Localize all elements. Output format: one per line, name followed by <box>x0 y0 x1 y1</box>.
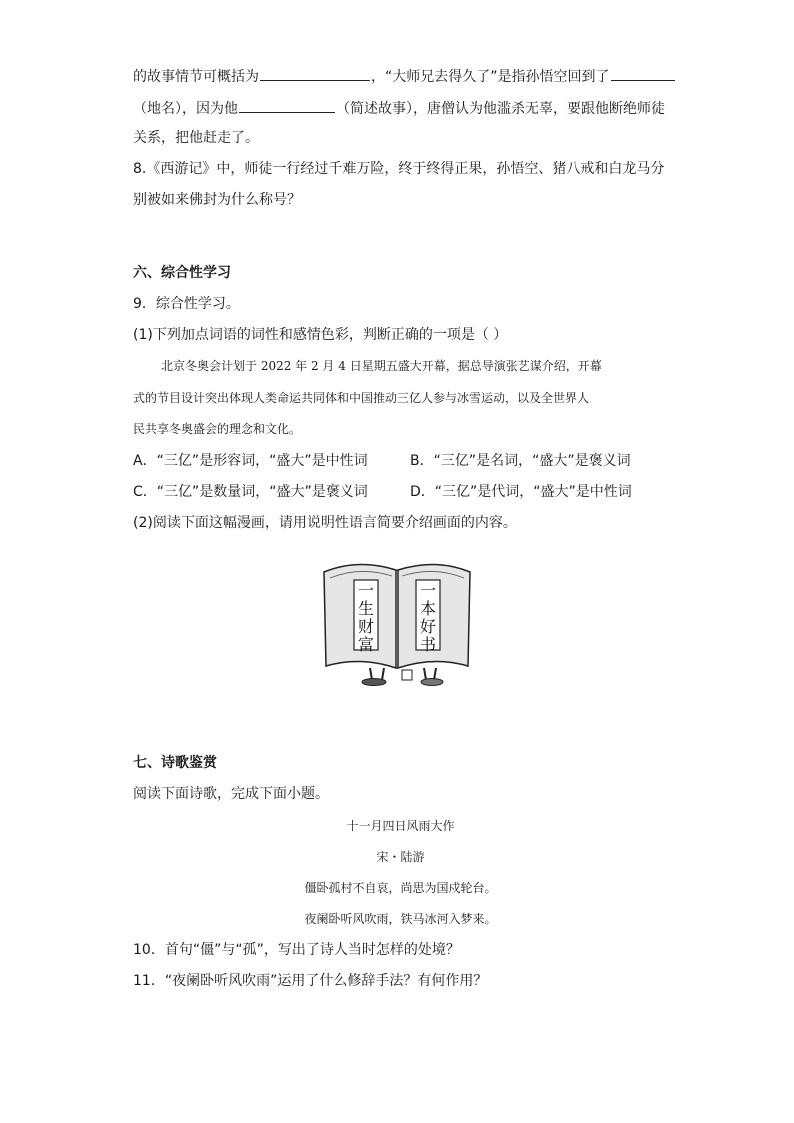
poem-line-2: 夜阑卧听风吹雨，铁马冰河入梦来。 <box>304 912 497 926</box>
comic-left-label: 一生财富 <box>357 581 374 654</box>
section-7-heading: 七、诗歌鉴赏 <box>133 755 217 771</box>
q10: 10．首句“僵”与“孤”，写出了诗人当时怎样的处境？ <box>133 942 460 958</box>
passage-line-1: 北京冬奥会计划于 2022 年 2 月 4 日星期五盛大开幕，据总导演张艺谋介绍，开幕 <box>161 359 602 373</box>
poem-line-1: 僵卧孤村不自哀，尚思为国戍轮台。 <box>304 881 497 895</box>
option-a[interactable]: A．“三亿”是形容词，“盛大”是中性词 <box>133 453 368 469</box>
poem-author: 宋・陆游 <box>376 850 425 864</box>
answer-blank-place[interactable] <box>611 66 675 81</box>
q7-text-1a: 的故事情节可概括为 <box>133 69 259 85</box>
q7-line-1 <box>133 66 676 87</box>
q7-line-3: 关系，把他赶走了。 <box>133 130 259 146</box>
q9-2-stem: (2)阅读下面这幅漫画，请用说明性语言简要介绍画面的内容。 <box>133 515 517 531</box>
passage-line-2: 式的节目设计突出体现人类命运共同体和中国推动三亿人参与冰雪运动，以及全世界人 <box>133 391 590 405</box>
q9-1-stem: (1)下列加点词语的词性和感情色彩，判断正确的一项是（ ） <box>133 327 508 343</box>
option-d[interactable]: D．“三亿”是代词，“盛大”是中性词 <box>410 484 632 500</box>
passage-line-3: 民共享冬奥盛会的理念和文化。 <box>133 422 302 436</box>
option-b[interactable]: B．“三亿”是名词，“盛大”是褒义词 <box>410 453 631 469</box>
option-c[interactable]: C．“三亿”是数量词，“盛大”是褒义词 <box>133 484 368 500</box>
q8-line-2: 别被如来佛封为什么称号？ <box>133 192 301 208</box>
answer-blank-plot[interactable] <box>260 66 370 81</box>
answer-blank-story[interactable] <box>239 98 335 113</box>
section-6-heading: 六、综合性学习 <box>133 265 231 281</box>
q7-text-2a: （地名），因为他 <box>133 101 238 117</box>
q7-text-1b: ，“大师兄去得久了”是指孙悟空回到了 <box>371 69 610 85</box>
q7-text-2b: （简述故事），唐僧认为他滥杀无辜，要跟他断绝师徒 <box>336 101 665 117</box>
poem-title: 十一月四日风雨大作 <box>346 819 455 833</box>
q11: 11．“夜阑卧听风吹雨”运用了什么修辞手法？有何作用？ <box>133 973 488 989</box>
section-7-intro: 阅读下面诗歌，完成下面小题。 <box>133 786 329 802</box>
q7-line-2 <box>133 98 665 119</box>
comic-right-label: 一本好书 <box>419 581 436 654</box>
comic-book-illustration <box>318 556 476 686</box>
q8-line-1: 8.《西游记》中，师徒一行经过千难万险，终于终得正果，孙悟空、猪八戒和白龙马分 <box>133 161 665 177</box>
q9-title: 9．综合性学习。 <box>133 296 240 312</box>
